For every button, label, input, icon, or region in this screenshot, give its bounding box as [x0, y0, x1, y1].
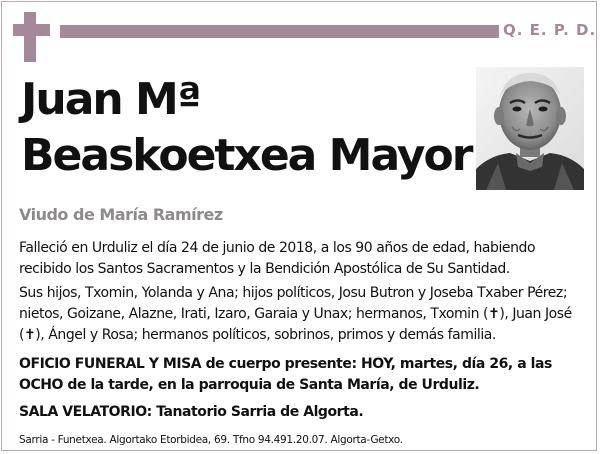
subtitle-widower: Viudo de María Ramírez — [19, 205, 223, 224]
header-bar — [60, 25, 499, 38]
qepd-label: Q. E. P. D. — [503, 21, 597, 39]
death-announcement: Falleció en Urduliz el día 24 de junio de 2018, a los 90 años de edad, habiendo recibido los Santos Sacramentos y la Bendición Apostólica de Su Santidad. — [19, 240, 536, 277]
funeral-home-footer: Sarria - Funetxea. Algortako Etorbidea, 69. Tfno 94.491.20.07. Algorta-Getxo. — [19, 434, 403, 446]
obituary-card — [1, 1, 597, 451]
family-list: Sus hijos, Txomin, Yolanda y Ana; hijos políticos, Josu Butron y Joseba Txaber Pérez; nietos, Goizane, Alazne, Irati, Izaro, Garaia y Unax; hermanos, Txomin (✝), Juan José (✝), Ángel y Rosa; hermanos políticos, sobrinos, primos y demás familia. — [19, 285, 572, 343]
deceased-name-line2: Beaskoetxea Mayor — [21, 130, 472, 181]
wake-room-info: SALA VELATORIO: Tanatorio Sarria de Algorta. — [19, 404, 364, 420]
cross-icon-vertical — [24, 12, 36, 62]
cross-icon-horizontal — [13, 24, 50, 36]
deceased-name — [21, 72, 471, 184]
deceased-name-line1: Juan Mª — [21, 74, 200, 125]
deceased-photo — [476, 67, 584, 190]
funeral-service-info: OFICIO FUNERAL Y MISA de cuerpo presente: HOY, martes, día 26, a las OCHO de la tarde, en la parroquia de Santa María, de Urduliz. — [19, 356, 552, 393]
